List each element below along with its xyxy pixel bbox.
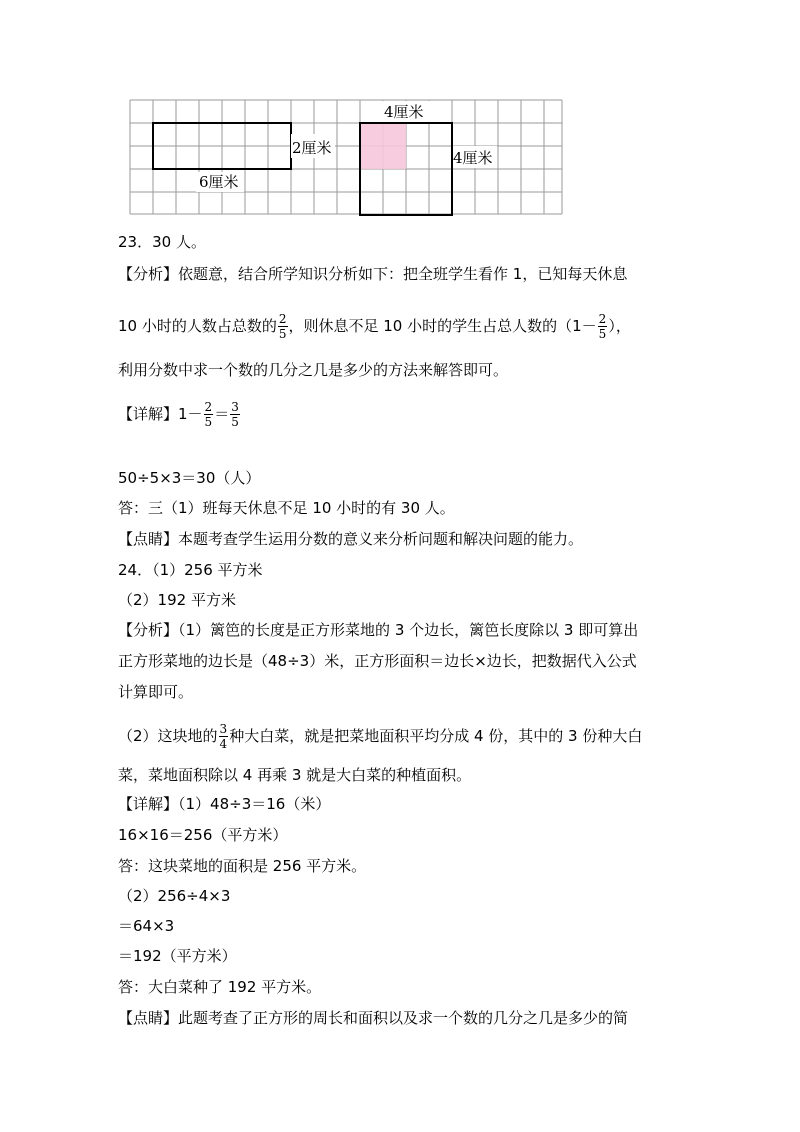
- square-side-label: 4厘米: [453, 149, 493, 167]
- q24-analysis-line5: 菜，菜地面积除以 4 再乘 3 就是大白菜的种植面积。: [118, 766, 472, 784]
- q24-analysis-line4: [118, 722, 642, 751]
- q24-answer1: 24．（1）256 平方米: [118, 561, 263, 579]
- q23-analysis-text3: ），: [608, 317, 631, 335]
- q23-analysis-line3: 利用分数中求一个数的几分之几是多少的方法来解答即可。: [118, 361, 509, 379]
- q23-detail-line1: [118, 400, 241, 429]
- fraction-two-fifths: $\frac{2}{5}$: [278, 312, 287, 341]
- q23-analysis-text2: ，则休息不足 10 小时的学生占总人数的（1－: [288, 317, 597, 335]
- rect-height-label: 2厘米: [292, 139, 332, 157]
- q23-reply: 答：三（1）班每天休息不足 10 小时的有 30 人。: [118, 499, 455, 517]
- fraction-two-fifths: $\frac{2}{5}$: [598, 312, 607, 341]
- fraction-two-fifths: $\frac{2}{5}$: [204, 400, 213, 429]
- q23-analysis-line2: [118, 312, 631, 341]
- q24-detail-line1: 【详解】（1）48÷3＝16（米）: [118, 795, 331, 813]
- q23-detail-text1: 【详解】1－: [118, 405, 203, 423]
- q23-analysis-text1: 10 小时的人数占总数的: [118, 317, 277, 335]
- q24-detail-line2: 16×16＝256（平方米）: [118, 826, 288, 844]
- q23-comment: 【点睛】本题考查学生运用分数的意义来分析问题和解决问题的能力。: [118, 530, 584, 548]
- q23-detail-line2: 50÷5×3＝30（人）: [118, 469, 261, 487]
- fraction-three-fifths: $\frac{3}{5}$: [231, 400, 239, 429]
- shaded-unit-squares: [360, 123, 406, 169]
- q24-analysis-line1: 【分析】（1）篱笆的长度是正方形菜地的 3 个边长，篱笆长度除以 3 即可算出: [118, 621, 639, 639]
- q24-reply1: 答：这块菜地的面积是 256 平方米。: [118, 857, 367, 875]
- q23-analysis-line1: 【分析】依题意，结合所学知识分析如下：把全班学生看作 1，已知每天休息: [118, 265, 628, 283]
- q23-answer: 23．30 人。: [118, 233, 206, 251]
- q24-analysis-text1: （2）这块地的: [118, 727, 218, 745]
- q24-comment: 【点睛】此题考查了正方形的周长和面积以及求一个数的几分之几是多少的简: [118, 1009, 629, 1027]
- q24-analysis-line3: 计算即可。: [118, 683, 194, 701]
- q24-analysis-text2: 种大白菜，就是把菜地面积平均分成 4 份，其中的 3 份种大白: [229, 727, 643, 745]
- rect-width-label: 6厘米: [199, 173, 239, 191]
- q24-analysis-line2: 正方形菜地的边长是（48÷3）米，正方形面积＝边长×边长，把数据代入公式: [118, 652, 637, 670]
- q23-detail-text2: ＝: [214, 405, 230, 423]
- q24-detail-line3: （2）256÷4×3: [118, 887, 231, 905]
- q24-answer2: （2）192 平方米: [118, 591, 236, 609]
- q24-detail-line5: ＝192（平方米）: [118, 947, 237, 965]
- square-top-label: 4厘米: [384, 103, 424, 121]
- fraction-three-quarters: $\frac{3}{4}$: [219, 722, 228, 751]
- q24-detail-line4: ＝64×3: [118, 917, 175, 935]
- grid-lines: [130, 100, 562, 214]
- grid-figure: [126, 98, 566, 218]
- q24-reply2: 答：大白菜种了 192 平方米。: [118, 978, 322, 996]
